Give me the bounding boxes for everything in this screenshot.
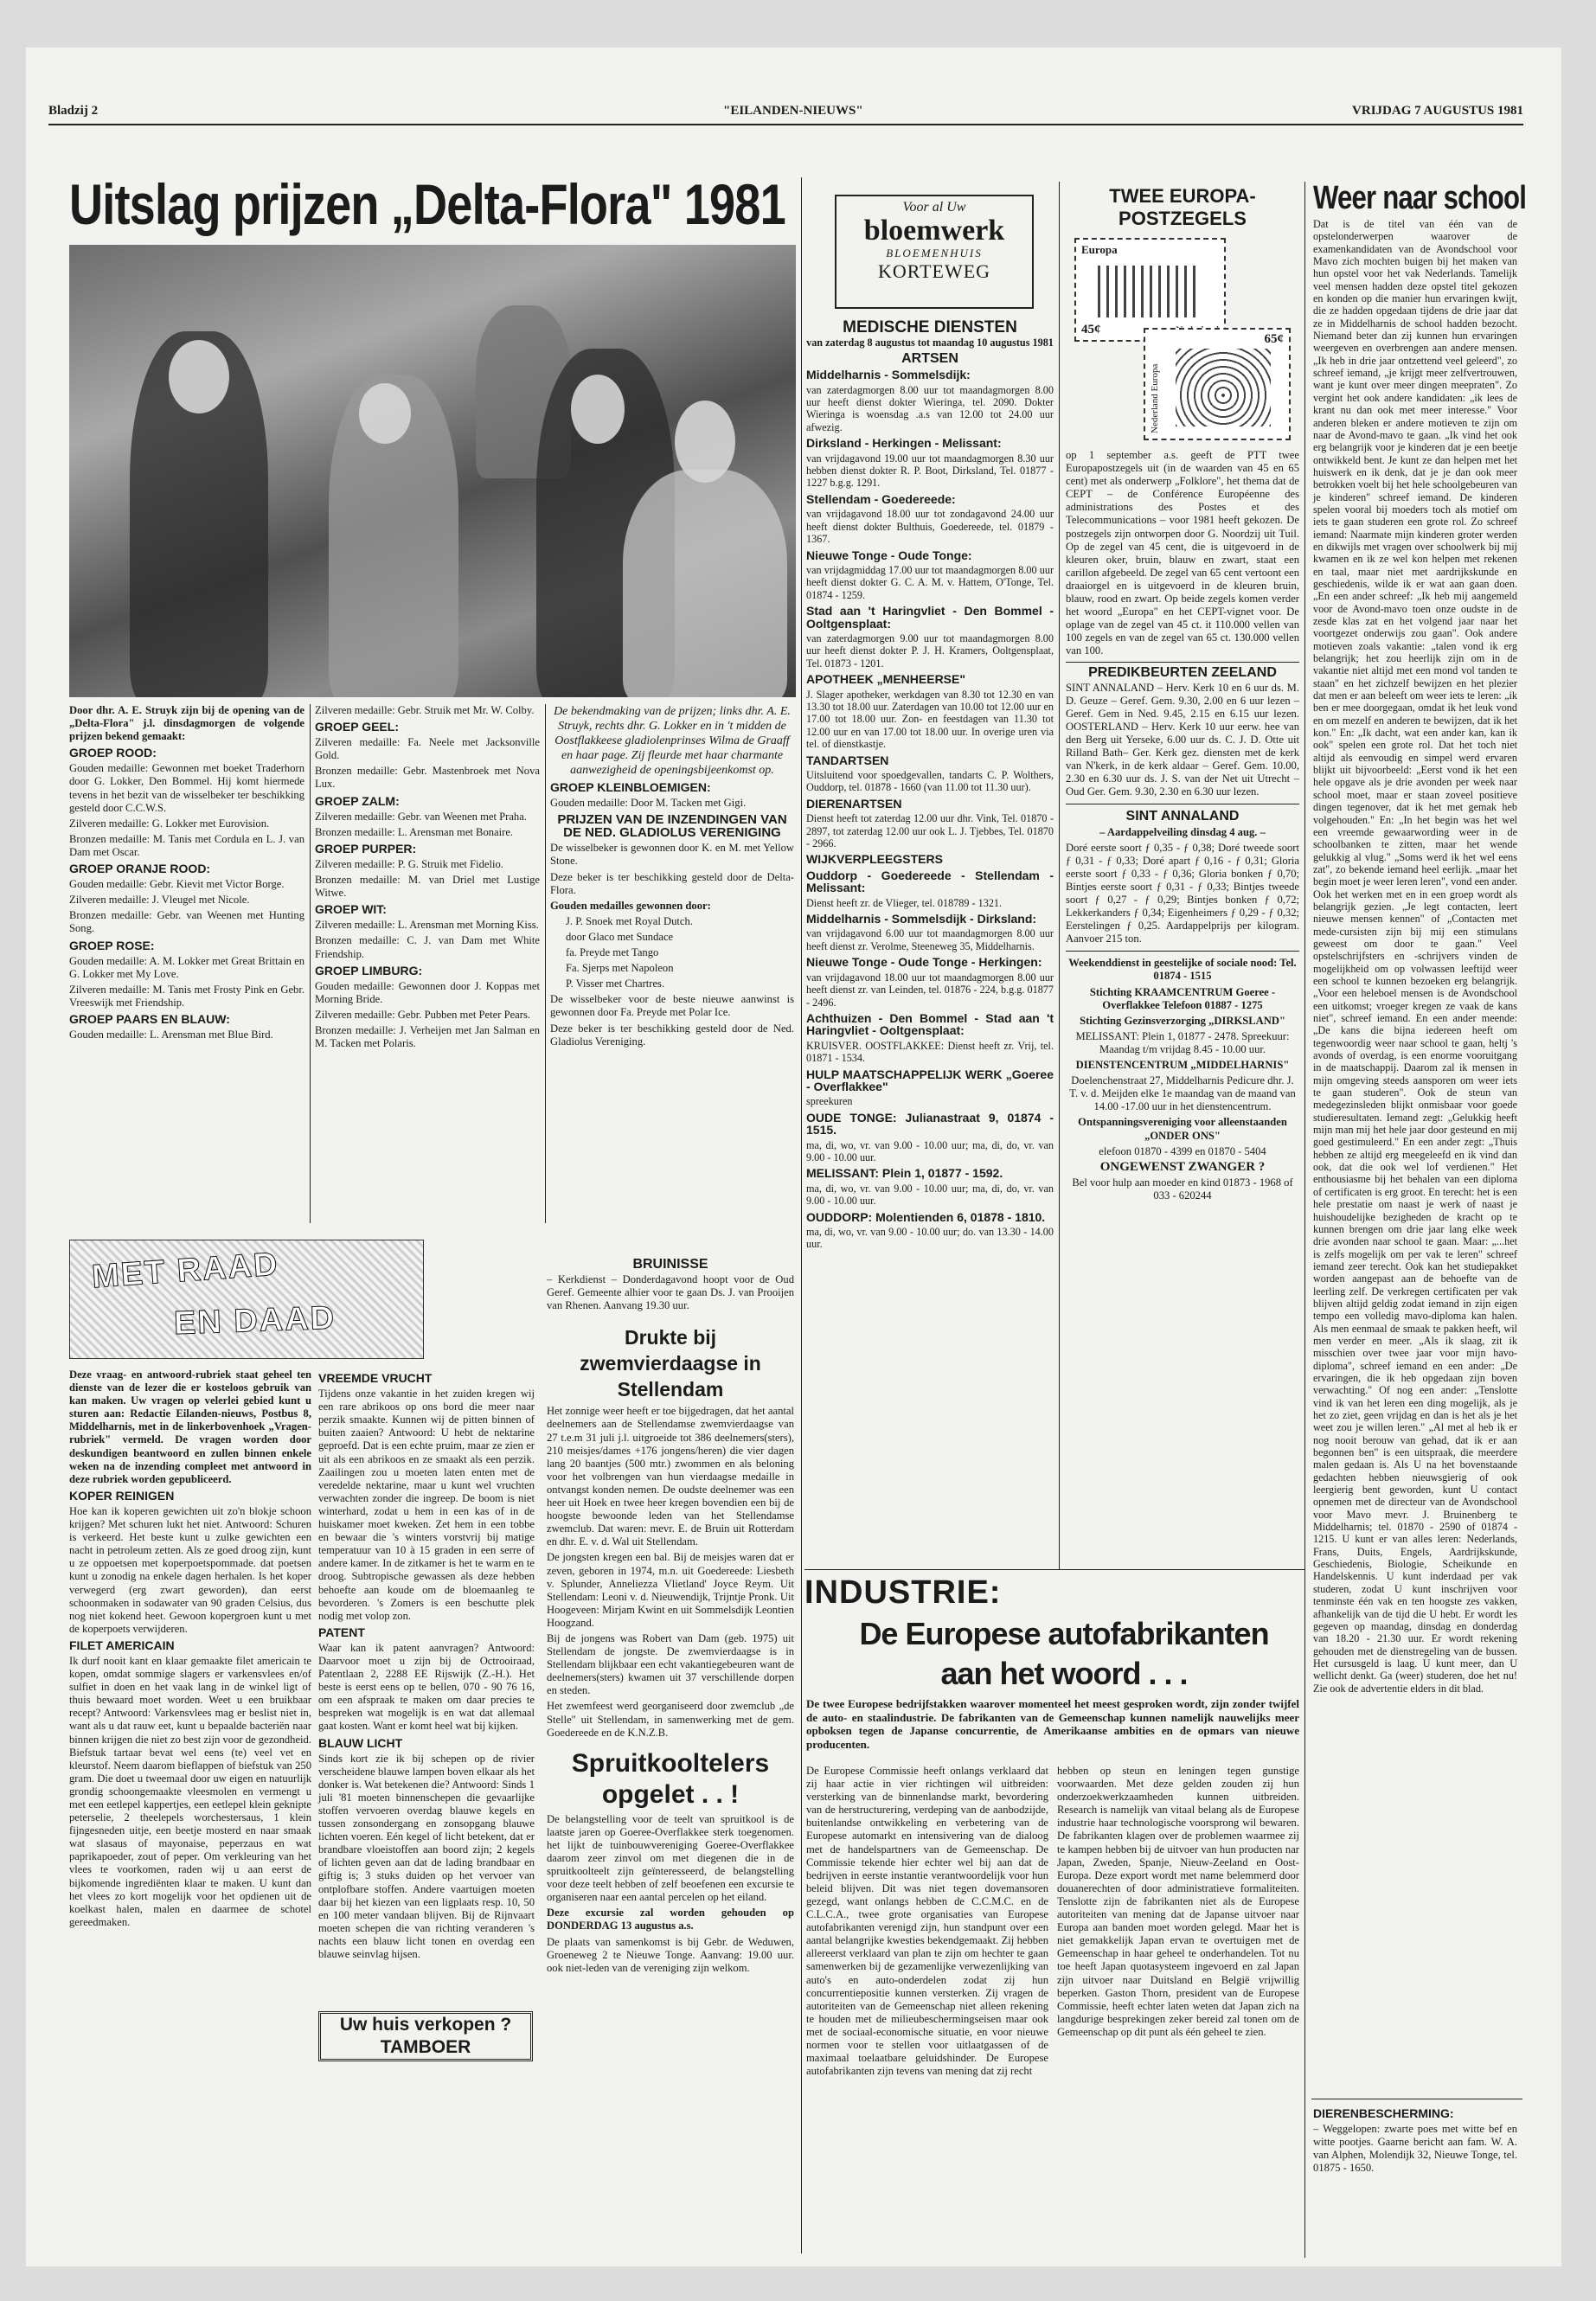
list-item: Uitsluitend voor spoedgevallen, tandarts C. P. Wolthers, Ouddorp, tel. 01878 - 1660 (van 11.00 tot 11.30 uur).: [806, 769, 1054, 794]
list-item: Zilveren medaille: G. Lokker met Eurovision.: [69, 817, 270, 830]
weekend-line-2: Stichting KRAAMCENTRUM Goeree - Overflakkee Telefoon 01887 - 1275: [1089, 985, 1276, 1011]
flora-gold-list: [550, 915, 794, 990]
school-title: Weer naar school: [1313, 180, 1527, 216]
list-heading: GROEP PURPER:: [315, 841, 417, 856]
list-item: Zilveren medaille: Gebr. Struik met Mr. W. Colby.: [315, 704, 535, 716]
weekend-line-3: Stichting Gezinsverzorging „DIRKSLAND": [1080, 1014, 1285, 1027]
dieren-text: – Weggelopen: zwarte poes met witte bef en witte pootjes. Gaarne bericht aan fam. W. A. van Alphen, Molendijk 32, Nieuwe Tonge, tel. 01875 - 1650.: [1313, 2123, 1517, 2175]
list-item: Gouden medaille: L. Arensman met Blue Bird.: [69, 1029, 273, 1042]
flora-col-2: [315, 704, 540, 1053]
divider: [801, 177, 802, 2253]
metraad-patent-heading: PATENT: [318, 1625, 365, 1639]
list-heading: Stellendam - Goedereede:: [806, 491, 956, 506]
bruinisse-heading: BRUINISSE: [632, 1257, 708, 1272]
list-heading: Achthuizen - Den Bommel - Stad aan 't Haringvliet - Ooltgensplaat:: [806, 1010, 1054, 1038]
advert-line-3: BLOEMENHUIS: [886, 247, 983, 260]
metraad-koper-heading: KOPER REINIGEN: [69, 1488, 175, 1503]
advert-line-4: KORTEWEG: [877, 260, 991, 282]
preek-title: PREDIKBEURTEN ZEELAND: [1088, 664, 1277, 680]
list-heading: GROEP ORANJE ROOD:: [69, 862, 211, 876]
list-item: spreekuren: [806, 1095, 853, 1108]
metraad-blauw-text: Sinds kort zie ik bij schepen op de rivier verscheidene blauwe lampen boven elkaar als het donker is. Wat betekenen die? Antwoord: Sinds 1 juli '81 moeten binnenschepen die gevaarlijke stoffen vervoeren overdag blauwe kegels en tussen zonsondergang en zonsopgang blauwe lichten voeren. Eén kegel of licht betekent, dat er brandbare vloeistoffen aan boord zijn; 2 kegels of lichten geven aan dat de lading brandbaar en giftig is; 3 stuks duiden op het vervoer van ontplofbare stoffen. Andere vaartuigen moeten daar bij het kiezen van een ligplaats resp. 10, 50 en 100 meter vandaan blijven. Bij de Rijnvaart moeten schepen die van richting veranderen 's nachts een blauw licht tonen en overdag een blauwe seinvlag hijsen.: [318, 1752, 535, 1961]
list-heading: Dirksland - Herkingen - Melissant:: [806, 436, 1002, 451]
list-item: Zilveren medaille: J. Vleugel met Nicole.: [69, 894, 250, 907]
flora-col2-list: [315, 704, 540, 1050]
drukte-para-1: Het zonnige weer heeft er toe bijgedragen, dat het aantal deelnemers aan de Stellendamse zwemvierdaagse van 27 t.e.m 31 juli j.l. uitgroeide tot 386 deelnemers(sters), 210 meisjes/dames +176 jongens/heren) die vier dagen lang 20 baantjes (500 mtr.) zwommen en als beloning voor het volbrengen van hun vierdaagse medaille in ontvangst konden nemen. De oudste deelnemer was een heer uit Hoek en twee heer kregen bovendien een bij de hoogste bewoonde leden van het Stellendamse zwemclub. Dat waren: mevr. E. de Bruin uit Rotterdam en dhr. E. v. d. Wal uit Stellendam.: [547, 1405, 794, 1548]
stamp1-value: 45¢: [1081, 322, 1101, 336]
tamboer-line-2: TAMBOER: [380, 2037, 471, 2057]
bruinisse-text: – Kerkdienst – Donderdagavond hoopt voor de Oud Geref. Gemeente alhier voor te gaan Ds. J. van Prooijen van Rhenen. Aanvang 19.30 uur.: [547, 1273, 794, 1312]
weekend-line-9: ONGEWENST ZWANGER ?: [1099, 1159, 1266, 1174]
list-item: Bronzen medaille: L. Arensman met Bonaire.: [315, 825, 514, 838]
metraad-filet-heading: FILET AMERICAIN: [69, 1638, 175, 1652]
list-heading: TANDARTSEN: [806, 753, 889, 767]
met-raad-en-daad-logo: [69, 1240, 424, 1359]
list-item: Bronzen medaille: M. Tanis met Cordula en L. J. van Dam met Oscar.: [69, 832, 304, 858]
list-item: ma, di, wo, vr. van 9.00 - 10.00 uur; ma, di, do, vr. van 9.00 - 10.00 uur.: [806, 1138, 1054, 1163]
list-item: Bronzen medaille: M. van Driel met Lustige Witwe.: [315, 874, 540, 900]
paper-name: "EILANDEN-NIEUWS": [723, 104, 863, 118]
list-heading: Middelharnis - Sommelsdijk - Dirksland:: [806, 912, 1037, 926]
list-heading: Nieuwe Tonge - Oude Tonge - Herkingen:: [806, 955, 1042, 970]
list-item: van vrijdagavond 19.00 uur tot maandagmorgen 8.30 uur hebben dienst dokter R. P. Boot, Dirksland, Tel. 01877 - 1227 b.g.g. 1291.: [806, 452, 1054, 490]
flora-col-3: [550, 704, 794, 1051]
weekend-line-1: Weekenddienst in geestelijke of sociale nood: Tel. 01874 - 1515: [1068, 957, 1297, 983]
list-heading: GROEP ROOD:: [69, 746, 157, 760]
drukte-para-4: Het zwemfeest werd georganiseerd door zwemclub „de Stelle" uit Stellendam, in samenwerking met de gem. Goedereede en de K.N.Z.B.: [547, 1700, 794, 1739]
flora-ngv-text-3: Gouden medailles gewonnen door:: [550, 899, 711, 912]
flora-ngv-text-2: Deze beker is ter beschikking gesteld door de Delta-Flora.: [550, 870, 794, 896]
medical-sub: van zaterdag 8 augustus tot maandag 10 augustus 1981: [806, 336, 1054, 349]
header-rule: [48, 124, 1523, 125]
list-item: Zilveren medaille: M. Tanis met Frosty Pink en Gebr. Vreeswijk met Friendship.: [69, 983, 304, 1009]
list-item: KRUISVER. OOSTFLAKKEE: Dienst heeft zr. Vrij, tel. 01871 - 1534.: [806, 1039, 1054, 1065]
metraad-intro: Deze vraag- en antwoord-rubriek staat geheel ten dienste van de lezer die er kosteloos gebruik van kan maken. Uw vragen op velerlei gebied kunt u sturen aan: Redactie Eilanden-nieuws, Postbus 8, Middelharnis, met in de linkerbovenhoek „Vragen-rubriek" vermeld. De vragen worden door deskundigen beantwoord en zullen binnen enkele weken na de inzending compleet met antwoord in deze rubriek worden gepubliceerd.: [69, 1368, 311, 1485]
list-heading: GROEP GEEL:: [315, 720, 399, 734]
flora-col-1: [69, 704, 304, 1044]
list-item: Bronzen medaille: Gebr. Mastenbroek met Nova Lux.: [315, 765, 540, 791]
list-heading: GROEP ROSE:: [69, 938, 155, 952]
flora-ngv-text-1: De wisselbeker is gewonnen door K. en M. met Yellow Stone.: [550, 842, 794, 868]
list-item: ma, di, wo, vr. van 9.00 - 10.00 uur; do. van 13.30 - 14.00 uur.: [806, 1226, 1054, 1251]
metraad-koper-text: Hoe kan ik koperen gewichten uit zo'n blokje schoon krijgen? Met schuren lukt het niet. Antwoord: Schuren is verkeerd. Het beste kunt u zulke gewichten een nacht in petroleum zetten. Als ze goed droog zijn, kunt u ze oppoetsen met koperpoetspommade. dat poetsen kunt u zonodig na enkele dagen herhalen. Is het koper verwegerd (erg zwart geworden), dan eerst schoonmaken in sodawater van 90 graden Celsius, dus nog niet kokend heet. Gewoon kopergroen kunt u met de koperpoets verwijderen.: [69, 1504, 311, 1635]
list-item: Dienst heeft tot zaterdag 12.00 uur dhr. Vink, Tel. 01870 - 2897, tot zaterdag 12.00 uur ook L. J. Tjebbes, Tel. 01870 - 2966.: [806, 812, 1054, 850]
list-item: Gouden medaille: Gebr. Kievit met Victor Borge.: [69, 878, 285, 891]
page-header: [48, 104, 1523, 125]
divider: [545, 704, 546, 1223]
list-heading: GROEP PAARS EN BLAUW:: [69, 1011, 230, 1026]
weekend-line-7: Ontspanningsvereniging voor alleenstaanden „ONDER ONS": [1078, 1116, 1287, 1142]
advert-line-1: Voor al Uw: [902, 200, 966, 215]
weekend-line-4: MELISSANT: Plein 1, 01877 - 2478. Spreekuur: Maandag t/m vrijdag 8.45 - 10.00 uur.: [1075, 1029, 1290, 1055]
advert-line-2: bloemwerk: [863, 215, 1005, 247]
industrie-label: INDUSTRIE:: [804, 1574, 1002, 1611]
weekend-line-10: Bel voor hulp aan moeder en kind 01873 - 1968 of 033 - 620244: [1072, 1176, 1293, 1202]
tamboer-advert[interactable]: [318, 2011, 533, 2061]
medical-artsen: ARTSEN: [901, 350, 958, 366]
dieren-block: [1313, 2104, 1517, 2177]
bloemwerk-advert[interactable]: [835, 195, 1034, 309]
flora-kleinbloemigen-text: Gouden medaille: Door M. Tacken met Gigi.: [550, 797, 747, 810]
spruit-para-3: De plaats van samenkomst is bij Gebr. de Weduwen, Groeneweg 2 te Nieuwe Tonge. Aanvang: 19.00 uur. ook niet-leden van de vereniging zijn welkom.: [547, 1935, 794, 1974]
flora-kleinbloemigen-heading: GROEP KLEINBLOEMIGEN:: [550, 780, 711, 794]
list-item: van vrijdagavond 18.00 uur tot zondagavond 24.00 uur heeft dienst dokter Bulthuis, Goedereede, tel. 01879 - 1367.: [806, 508, 1054, 546]
metraad-vrucht-text: Tijdens onze vakantie in het zuiden kregen wij een rare abrikoos op ons bord die meer naar perzik smaakte. Kunnen wij de pitten binnen of buiten zaaien? Antwoord: U hebt de nektarine geproefd. Dat is een echte pruim, maar ze zien er uit als een abrikoos en ze smaakt als een perzik. Zaailingen zou u moeten laten enten met de veredelde nektarine, maar u kunt wel vruchten verwachten zonder die ingreep. De boom is niet winterhard, zodat u hem in een kas of in de huiskamer moet kweken. Zet hem in een tobbe en bewaar die 's winters vorstvrij bij matige temperatuur van 10 à 15 graden in een serre of andere kamer. In de zitkamer is het te warm en te droog. Subtropische gewassen als deze hebben behoefte aan koude om de bloemaanleg te bevorderen. 's Zomers is een beschutte plek nodig met volop zon.: [318, 1388, 535, 1622]
list-heading: GROEP ZALM:: [315, 793, 400, 808]
logo-line-1: MET RAAD: [90, 1246, 280, 1296]
list-heading: HULP MAATSCHAPPELIJK WERK „Goeree - Overflakkee": [806, 1067, 1054, 1093]
list-item: Gouden medaille: Gewonnen door J. Koppas met Morning Bride.: [315, 979, 540, 1005]
weekend-block: [1066, 957, 1299, 1202]
spruit-para-2: Deze excursie zal worden gehouden op DONDERDAG 13 augustus a.s.: [547, 1907, 794, 1932]
logo-line-2: EN DAAD: [173, 1299, 337, 1343]
medical-col: [806, 318, 1054, 1253]
industrie-lead: De twee Europese bedrijfstakken waarover momenteel het meest gesproken wordt, zijn zonder twijfel de auto- en staalindustrie. De fabrikanten van de Gemeenschap kunnen namelijk nauwelijks meer opboksen tegen de Japanse concurrentie, de Amerikaanse ambities en de opmars van nieuwe producenten.: [806, 1697, 1299, 1751]
metraad-col-1: [69, 1368, 311, 1932]
list-heading: Nieuwe Tonge - Oude Tonge:: [806, 548, 972, 562]
list-item: van vrijdagmiddag 17.00 uur tot maandagmorgen 8.00 uur heeft dienst dokter G. C. A. M. v. Hattem, O'Tonge, Tel. 01874 - 1259.: [806, 563, 1054, 601]
list-item: Gouden medaille: Gewonnen met boeket Traderhorn door G. Lokker, Den Bommel. Hij komt hiermede tevens in het bezit van de wisselbeker ter beschikking gesteld door C.C.W.S.: [69, 762, 304, 814]
weekend-line-5: DIENSTENCENTRUM „MIDDELHARNIS": [1075, 1059, 1290, 1072]
list-heading: MELISSANT: Plein 1, 01877 - 1592.: [806, 1166, 1003, 1181]
list-heading: DIERENARTSEN: [806, 796, 902, 811]
flora-ngv-text-4: De wisselbeker voor de beste nieuwe aanwinst is gewonnen door Fa. Preyde met Polar Ice.: [550, 993, 794, 1019]
list-item: ma, di, wo, vr. van 9.00 - 10.00 uur; ma, di, do, vr. van 9.00 - 10.00 uur.: [806, 1182, 1054, 1208]
drukte-para-3: Bij de jongens was Robert van Dam (geb. 1975) uit Stellendam de jongste. De zwemvierdaagse is in Stellendam blijkbaar een echt vakantiegebeuren want de deelnemers(sters) kwamen uit 37 verschillende dorpen en steden.: [547, 1631, 794, 1697]
industrie-col-1: De Europese Commissie heeft onlangs verklaard dat zij haar actie in vier richtingen wil uitbreiden: versterking van de binnenlandse markt, bevordering van de herstructurering, verdeping van de aanbodzijde, buitenlandse ontwikkeling en verbetering van de Europese automarkt en intensivering van de dialoog met de handelspartners van de Gemeenschap. De Commissie tekende hier echter wel bij aan dat de bedrijven in eerste instantie verantwoordelijk voor hun beleid blijven. Dit was niet tegen dovemansoren gezegd, want onlangs hebben de C.C.M.C. en de C.L.C.A., twee grote organisaties van Europese autofabrikanten verenigd zijn, hun standpunt over een aantal belangrijke kwesties bekendgemaakt. Zij hebben allereerst verklaard van plan te zijn om hechter te gaan samenwerken bij de gezamenlijke verwezenlijking van auto's en auto-onderdelen zodat zij hun concurrentiepositie kunnen versterken. Zij vragen de autoriteiten van de Gemeenschap niet alleen rekening te houden met de milieubeschermingseisen maar ook met de sociaal-economische situatie, en voor nieuwe normen voor te stellen voor uitlaatgassen of de maximaal toelaatbare geluidshinder. De Europese autofabrikanten zijn tevens van mening dat zij recht: [806, 1765, 1048, 2078]
stamps: [1066, 233, 1299, 449]
list-item: Fa. Sjerps met Napoleon: [566, 962, 674, 975]
list-heading: Middelharnis - Sommelsdijk:: [806, 368, 971, 382]
list-heading: OUDE TONGE: Julianastraat 9, 01874 - 1515.: [806, 1110, 1054, 1138]
list-heading: Stad aan 't Haringvliet - Den Bommel - Ooltgensplaat:: [806, 604, 1054, 631]
issue-date: VRIJDAG 7 AUGUSTUS 1981: [1352, 104, 1523, 118]
spruit-para-1: De belangstelling voor de teelt van spruitkool is de laatste jaren op Goeree-Overflakkee sterk toegenomen. het lijkt de tuinbouwvereniging Goeree-Overflakkee daarom zeer zinvol om met diegenen die in de spruitkoolteelt zijn geïnteresseerd, de belangstelling voor deze teelt hebben of zelf beoefenen een excursie te organiseren naar een aantal percelen op het eiland.: [547, 1812, 794, 1904]
photo-caption: De bekendmaking van de prijzen; links dhr. A. E. Struyk, rechts dhr. G. Lokker en in 't midden de Oostflakkeese gladiolenprinses Wilma de Graaff en haar page. Zij fleurde met haar charmante aanwezigheid de openingsbijeenkomst op.: [554, 705, 791, 777]
divider: [1304, 182, 1305, 2258]
divider: [310, 704, 311, 1223]
industrie-col-2: hebben op steun en leningen tegen gunstige voorwaarden. Met deze gelden zouden zij hun onderzoekwerkzaamheden kunnen uitbreiden. Research is namelijk van vitaal belang als de Europese industrie haar technologische voorsprong wil bewaren. De fabrikanten klagen over de problemen waarmee zij te kampen hebben bij de uitvoer van hun producten nar Japan, Zweden, Spanje, Nieuw-Zeeland en Oost-Europa. Deze export wordt met name belemmerd door douanerechten of door administratieve formaliteiten. Tenslotte zijn de fabrikanten niet als de Europese autoriteiten van mening dat de Japanse uitvoer naar Europa aan banden moet worden gelegd. Maar het is niet gemakkelijk Japan ervan te overtuigen met de Gemeenschap in haar geheel te onderhandelen. Tot nu toe heeft Japan quotasysteem ingevoerd en zal Japan zijn uitvoer naar Duitsland en België vrijwillig beperken. Gaston Thorn, president van de Europese Commissie, heeft echter laten weten dat Japan zich na langdurige besprekingen zeker bereid zal tonen om de Gemeenschap op dit punt als één geheel te zien.: [1057, 1765, 1299, 2038]
drukte-title: Drukte bij zwemvierdaagse in Stellendam: [580, 1326, 761, 1401]
spruit-title: Spruitkooltelers opgelet . . !: [571, 1748, 770, 1809]
list-heading: GROEP WIT:: [315, 902, 387, 917]
list-item: Bronzen medaille: J. Verheijen met Jan Salman en M. Tacken met Polaris.: [315, 1023, 540, 1050]
metraad-vrucht-heading: VREEMDE VRUCHT: [318, 1371, 433, 1385]
flora-col1-list: [69, 747, 304, 1042]
stamp-65: [1144, 328, 1291, 440]
list-item: P. Visser met Chartres.: [566, 977, 665, 990]
list-item: Bronzen medaille: Gebr. van Weenen met Hunting Song.: [69, 909, 304, 935]
flora-title: Uitslag prijzen „Delta-Flora" 1981: [69, 172, 785, 236]
divider: [804, 1569, 1304, 1570]
weekend-line-6: Doelenchenstraat 27, Middelharnis Pedicure dhr. J. T. v. d. Meijden elke 1e maandag van de maand van 14.00 -17.00 uur in het dienstencentrum.: [1069, 1074, 1296, 1113]
list-item: Zilveren medaille: Fa. Neele met Jacksonville Gold.: [315, 736, 540, 762]
veiling-sub: – Aardappelveiling dinsdag 4 aug. –: [1099, 825, 1266, 838]
flora-intro: Door dhr. A. E. Struyk zijn bij de opening van de „Delta-Flora" j.l. dinsdagmorgen de volgende prijzen bekend gemaakt:: [69, 704, 304, 743]
metraad-blauw-heading: BLAUW LICHT: [318, 1735, 403, 1750]
stamp2-value: 65¢: [1264, 332, 1284, 346]
school-text: Dat is de titel van één van de opstelonderwerpen waarover de examenkandidaten van de Avondschool voor Mavo zich mochten buigen bij het maken van hun opstel voor het vak Nederlands. Tamelijk veel mensen hadden deze opstel titel gekozen en konden op die manier hun ervaringen kwijt, die ze hadden opgedaan tijdens de drie jaar dat ze in Middelharnis de school hadden bezocht. Niemand beter dan zij kunnen hun ervaringen weergeven en overbrengen aan andere mensen. „Ik heb in drie jaar ontzettend veel geleerd", zo schreef iemand, „je krijgt meer zelfvertrouwen, want je kunt over meer dingen meepraten". Zo vergint het ook andere kandidaten: „ik lees de krant nu dan ook met meer interesse." Voor anderen bleken er andere motieven te zijn om naar de Avond-mavo te gaan. „Ik vind het ook erg belangrijk voor je kinderen dat je een beetje ontwikkeld bent. Je kunt ze dan helpen met het huiswerk en ik denk, dat je je dan ook meer betrokken voelt bij het hele schoolgebeuren van je kinderen" schreef iemand. De kinderen spelen vooral bij moeders toch als motief om iets te gaan studeren een grote rol. Zo schreef iemand: Naarmate mijn kinderen groter werden en dikwijls met vragen over schoolwerk bij mij kwamen en ik ze wel kon helpen met rekenen en taal, maar niet met aardrijkskunde en geschiedenis, wilde ik er wat aan gaan doen. „En een ander schreef: „Ik heb mij aangemeld voor de Avond-mavo toen onze oudste in de zesde klas zat en het volgend jaar naar het voortgezet onderwijs zou gaan". Ook andere motieven zoals vakantie: „talen vond ik erg belangrijk; het zou heerlijk zijn om in de vakantie niet altijd met een mond vol tanden te staan" en het zichzelf bewijzen en het plezier dat men er aan beleeft om weer iets te leren: „ik ben er mee doorgegaan, omdat ik het leuk vond en om mezelf en anderen te bewijzen, dat ik het kon." En: „Ik dacht, wat een ander kan, kan ik ook" spelen een grote rol. Dat het toch niet altijd als eenvoudig en simpel werd ervaren blijkt uit bijvoorbeeld: „Eerst vond ik het een hele opgave als je drie avonden per week naar school moet, maar er staan zoveel positieve dingen tegenover, dat ik het met gemak heb volgehouden." En: „In het begin was het wel een vreemde gewaarwording weer in de schoolbanken te zitten, maar het wende gelukkig al vlug." „Soms werd ik het wel eens zat", zo bekende iemand heel eerlijk. „maar het begin moet je weer leren leren", vond een ander. Ook het werken met en in een groep wordt als belangrijk gezien. „Je legt contacten, leert nieuwe mensen kennen" of „Contacten met mede-cursisten zijn bij mij een stimulans geweest om door te gaan." Veel opstelschrijfsters en -schrijvers vinden de mogelijkheid om op volwassen leeftijd weer een school te kunnen bezoeken erg belangrijk. „Voor een heleboel mensen is de Avondschool een uitkomst; vroeger kregen ze vaak de kans niet", schreef iemand. En een ander meende: „De kans die bijna iedereen heeft om tegenwoordig weer naar school te gaan, heltj 's avonds of overdag, is een enorme vooruitgang in de maatschappij. Daarom zal ik mensen in mijn omgeving steeds aansporen om weer iets te gaan studeren". Ook de steun van medegezinsleden blijkt onmisbaar voor goede studieresultaten. Iemand zegt: „Gelukkig heeft mijn man mij het hele jaar door gesteund en mij goed gestimuleerd." En een ander zegt: „Thuis hebben ze altijd erg meegeleefd en ik vind dan ook, dat die ook wel lof verdienen." Het enthousiasme bij het behalen van een diploma of certificaten is erg groot. En terecht: het is een hele prestatie om naast je werk of naast je huishoudelijke bezigheden de kracht op te kunnen brengen om drie jaar lang elke week drie avonden naar school te gaan. Maar: „...het is zelfs mogelijk om per vak te leren" schreef iemand zeer terecht. Ook kan het studiepakket worden aangepast aan de behoefte van de leerling zelf. De verkregen certificaten per vak blijven altijd geldig zodat iemand in zijn eigen tempo een volledig mavo-diploma kan halen. Als men eenmaal de smaak te pakken heeft, wil men verder en meer. „Als ik slaag, zit ik misschien over twee jaar voor mijn havo-diploma", schreef iemand en een ander: „De ervaringen, die ik heb opgedaan zijn boven verwachting." Of nog een ander: „Tenslotte vind ik van het leren een ding mogelijk, als je het zo ziet, geen vrijdag en dan is het als je het weet zou je willen leren." „Al met al heb ik er nog nooit berouw van gehad, dat ik er aan begonnen ben" is een uitspraak, die meerdere malen gedaan is. Als U na het bovenstaande gedachten hebben nieuwsgierig of ook leergierig bent geworden, kunt U contact opnemen met de directeur van de Avondschool voor Mavo mevr. J. Bruinenberg te Middelharnis; tel. 01870 - 2590 of 01874 - 1215. U kunt er van alles leren: Nederlands, Frans, Duits, Engels, Aardrijkskunde, Geschiedenis, Biologie, Scheikunde en Handelskennis. U kunt inderdaad per vak studeren, zodat U kunt inschrijven voor tenminste één vak en ten hoogste zes vakken, afhankelijk van de tijd die U hebt. Er wordt les gegeven op maandag, dinsdag en donderdag van 18.20 - 21.30 uur. Er wordt rekening gehouden met de dienstregeling van de bussen. Het cursusgeld is laag. U kunt meer, dan U wellicht denkt. Ga (weer) studeren, doe het nu! Zie ook de advertentie elders in dit blad.: [1313, 218, 1517, 1695]
stamp1-text: Europa: [1081, 243, 1118, 256]
drukte-para-2: De jongsten kregen een bal. Bij de meisjes waren dat er zeven, geboren in 1974, m.n. uit Goedereede: Liesbeth v. Splunder, Anneliezza Vlietland' Joyce Reym. Uit Stellendam: Leoni v. d. Nieuwendijk, Trijntje Pronk. Uit Hoogeveen: Mirjam Kwint en uit Sommelsdijk Leontien Hoogzand.: [547, 1551, 794, 1629]
veiling-text: Doré eerste soort ƒ 0,35 - ƒ 0,38; Doré tweede soort ƒ 0,31 - ƒ 0,33; Doré apart ƒ 0,16 - ƒ 0,31; Gloria eerste soort ƒ 0,33 - ƒ 0,36; Gloria bonken ƒ 0,70; Bintjes eerste soort ƒ 0,31 - ƒ 0,33; Bintjes tweede soort ƒ 0,27 - ƒ 0,29; Bintjes bonken ƒ 0,72; Lekkerkanders ƒ 0,34; Eigenheimers ƒ 0,29 - ƒ 0,32; Eerstelingen ƒ 0,25. Aardappelprijs per kilogram. Aanvoer 215 ton.: [1066, 841, 1299, 945]
list-item: Zilveren medaille: Gebr. Pubben met Peter Pears.: [315, 1008, 531, 1021]
weekend-line-8: elefoon 01870 - 4399 en 01870 - 5404: [1099, 1144, 1266, 1157]
list-heading: Ouddorp - Goedereede - Stellendam - Melissant:: [806, 868, 1054, 895]
list-item: J. Slager apotheker, werkdagen van 8.30 tot 12.30 en van 13.30 tot 18.00 uur. Zaterdagen van 10.00 tot 12.00 uur en 17.00 tot 18.00 uur. Zon- en feestdagen van 11.30 tot 12.00 uur en van 17.00 tot 18.00 uur. In overige uren via tel. of dienstkastje.: [806, 688, 1054, 751]
list-heading: GROEP LIMBURG:: [315, 963, 423, 977]
list-item: Dienst heeft zr. de Vlieger, tel. 018789 - 1321.: [806, 896, 1003, 909]
tamboer-line-1: Uw huis verkopen ?: [339, 2015, 512, 2035]
list-item: Bronzen medaille: C. J. van Dam met White Friendship.: [315, 934, 540, 960]
industrie-title: De Europese autofabrikanten aan het woord . . .: [859, 1616, 1269, 1691]
preek-text: SINT ANNALAND – Herv. Kerk 10 en 6 uur ds. M. D. Geuze – Geref. Gem. 9.30, 2.00 en 6 uur lezen – Geref. Gem in Ned. 9.45, 2.15 en 6.15 uur lezen. OOSTERLAND – Herv. Kerk 10 uur eerw. hee van den Berg uit Yerseke, 6.00 uur ds. C. J. D. Otte uit Rilland Bath– Ger. Kerk gez. diensten met de kerk van N'kerk, in de kerk aldaar – Geref. Gem. 10.00, 2.30 en 6.30 uur ds. J. S. van der Net uit Utrecht – Oud Ger. Gem. 9.30, 2.30 en 6.30 uur lezen.: [1066, 681, 1299, 798]
flora-ngv-text-5: Deze beker is ter beschikking gesteld door de Ned. Gladiolus Vereniging.: [550, 1022, 794, 1048]
metraad-filet-text: Ik durf nooit kant en klaar gemaakte filet americain te kopen, omdat sommige slagers er varkensvlees en/of sulfiet in doen en het vaak lang in de winkel ligt of thuis bewaard moet worden. Weet u een bruikbaar recept? Antwoord: Varkensvlees mag er beslist niet in, want als u dat rauw eet, kunt u bepaalde bacteriën naar binnen krijgen die niet zo best zijn voor de gezondheid. Biefstuk tartaar bevat wel eens (te) veel vet en kleurstof. Neem daarom bieflappen of biefstuk van 250 gram. Die doet u tweemaal door uw eigen en natuurlijk grondig schoongemaakte vleesmolen en vermengt u met een eetlepel kappertjes, een eetlepel klein geknipte peterselie, 2 theelepels worchestersaus, 1 klein fijngesneden uitje, een beetje mosterd en naar smaak wat slasaus of mayonaise, peperzaus en wat paprikapoeder, zout of peper. Om verkleuring van het vlees te voorkomen, raden wij u aan eerst de bijkomende ingrediënten klaar te maken. U kunt dan het vlees zo kort mogelijk voor het opdienen uit de koelkast halen, malen en daarmee de schotel gereedmaken.: [69, 1654, 311, 1928]
stamp-45: [1074, 238, 1226, 342]
list-heading: APOTHEEK „MENHEERSE": [806, 672, 965, 687]
dieren-title: DIERENBESCHERMING:: [1313, 2106, 1454, 2120]
divider: [1059, 182, 1060, 1570]
list-item: van zaterdagmorgen 9.00 uur tot maandagmorgen 8.00 uur heeft dienst dokter P. J. H. Kramers, Ooltgensplaat, Tel. 01873 - 1201.: [806, 631, 1054, 670]
flora-photo: [69, 245, 796, 697]
news-col: [547, 1254, 794, 1977]
veiling-title: SINT ANNALAND: [1125, 809, 1240, 824]
list-item: J. P. Snoek met Royal Dutch.: [566, 914, 693, 927]
list-item: door Glaco met Sundace: [566, 930, 674, 943]
list-item: van vrijdagavond 18.00 uur tot maandagmorgen 8.00 uur heeft dienst zr. van Leinden, tel. 01876 - 224, b.g.g. 01877 - 2496.: [806, 971, 1054, 1009]
list-item: Zilveren medaille: Gebr. van Weenen met Praha.: [315, 810, 527, 823]
page-number: Bladzij 2: [48, 104, 99, 118]
medical-list: [806, 369, 1054, 1251]
list-item: Zilveren medaille: L. Arensman met Morning Kiss.: [315, 919, 539, 932]
metraad-col-2: [318, 1368, 535, 1964]
list-heading: WIJKVERPLEEGSTERS: [806, 852, 943, 867]
flora-ngv-heading: PRIJZEN VAN DE INZENDINGEN VAN DE NED. GLADIOLUS VERENIGING: [557, 812, 787, 841]
europa-col: [1066, 182, 1299, 1205]
stamp2-text: Nederland Europa: [1150, 363, 1160, 433]
list-item: Gouden medaille: A. M. Lokker met Great Brittain en G. Lokker met My Love.: [69, 954, 304, 980]
europa-text: op 1 september a.s. geeft de PTT twee Europapostzegels uit (in de waarden van 45 en 65 cent) met als onderwerp „Folklore", het thema dat de CEPT – de Conférence Européenne des administrations des Postes et des Telecommunications – voor 1981 heeft gekozen. De postzegels zijn ontworpen door G. Noordzij uit Tuil. Op de zegel van 45 cent, die is uitgevoerd in de kleuren oker, bruin, blauw en zwart, staat een carillon afgebeeld. De zegel van 65 cent vertoont een draaiorgel en is uitgevoerd in de kleuren bruin, blauw, rood en zwart. Op beide zegels komen verder het woord „Europa" en het CEPT-vignet voor. De oplage van de zegel van 45 ct. it 110.000 vellen van 100 zegels en van de zegel van 65 ct. 130.000 vellen van 100.: [1066, 449, 1299, 657]
metraad-patent-text: Waar kan ik patent aanvragen? Antwoord: Daarvoor moet u zijn bij de Octrooiraad, Patentlaan 2, 2288 EE Rijswijk (Z.-H.). Het beste is eerst eens op te bellen, 070 - 90 76 16, om een afspraak te maken om daar precies te bespreken wat mogelijk is en wat dat allemaal gaat kosten. Want er komt heel wat bij kijken.: [318, 1641, 535, 1733]
list-item: fa. Preyde met Tango: [566, 946, 659, 959]
medical-title: MEDISCHE DIENSTEN: [843, 318, 1017, 336]
list-item: van zaterdagmorgen 8.00 uur tot maandagmorgen 8.00 uur heeft dienst dokter Wieringa, tel. 2090. Dokter Wieringa is woensdag .a.s van 12.00 tot 24.00 uur afwezig.: [806, 383, 1054, 433]
list-heading: OUDDORP: Molentienden 6, 01878 - 1810.: [806, 1209, 1046, 1224]
list-item: van vrijdagavond 6.00 uur tot maandagmorgen 8.00 uur heeft dienst zr. Verolme, Steeneweg 35, Middelharnis.: [806, 927, 1054, 952]
europa-title: TWEE EUROPA-POSTZEGELS: [1109, 185, 1256, 229]
list-item: Zilveren medaille: P. G. Struik met Fidelio.: [315, 857, 503, 870]
